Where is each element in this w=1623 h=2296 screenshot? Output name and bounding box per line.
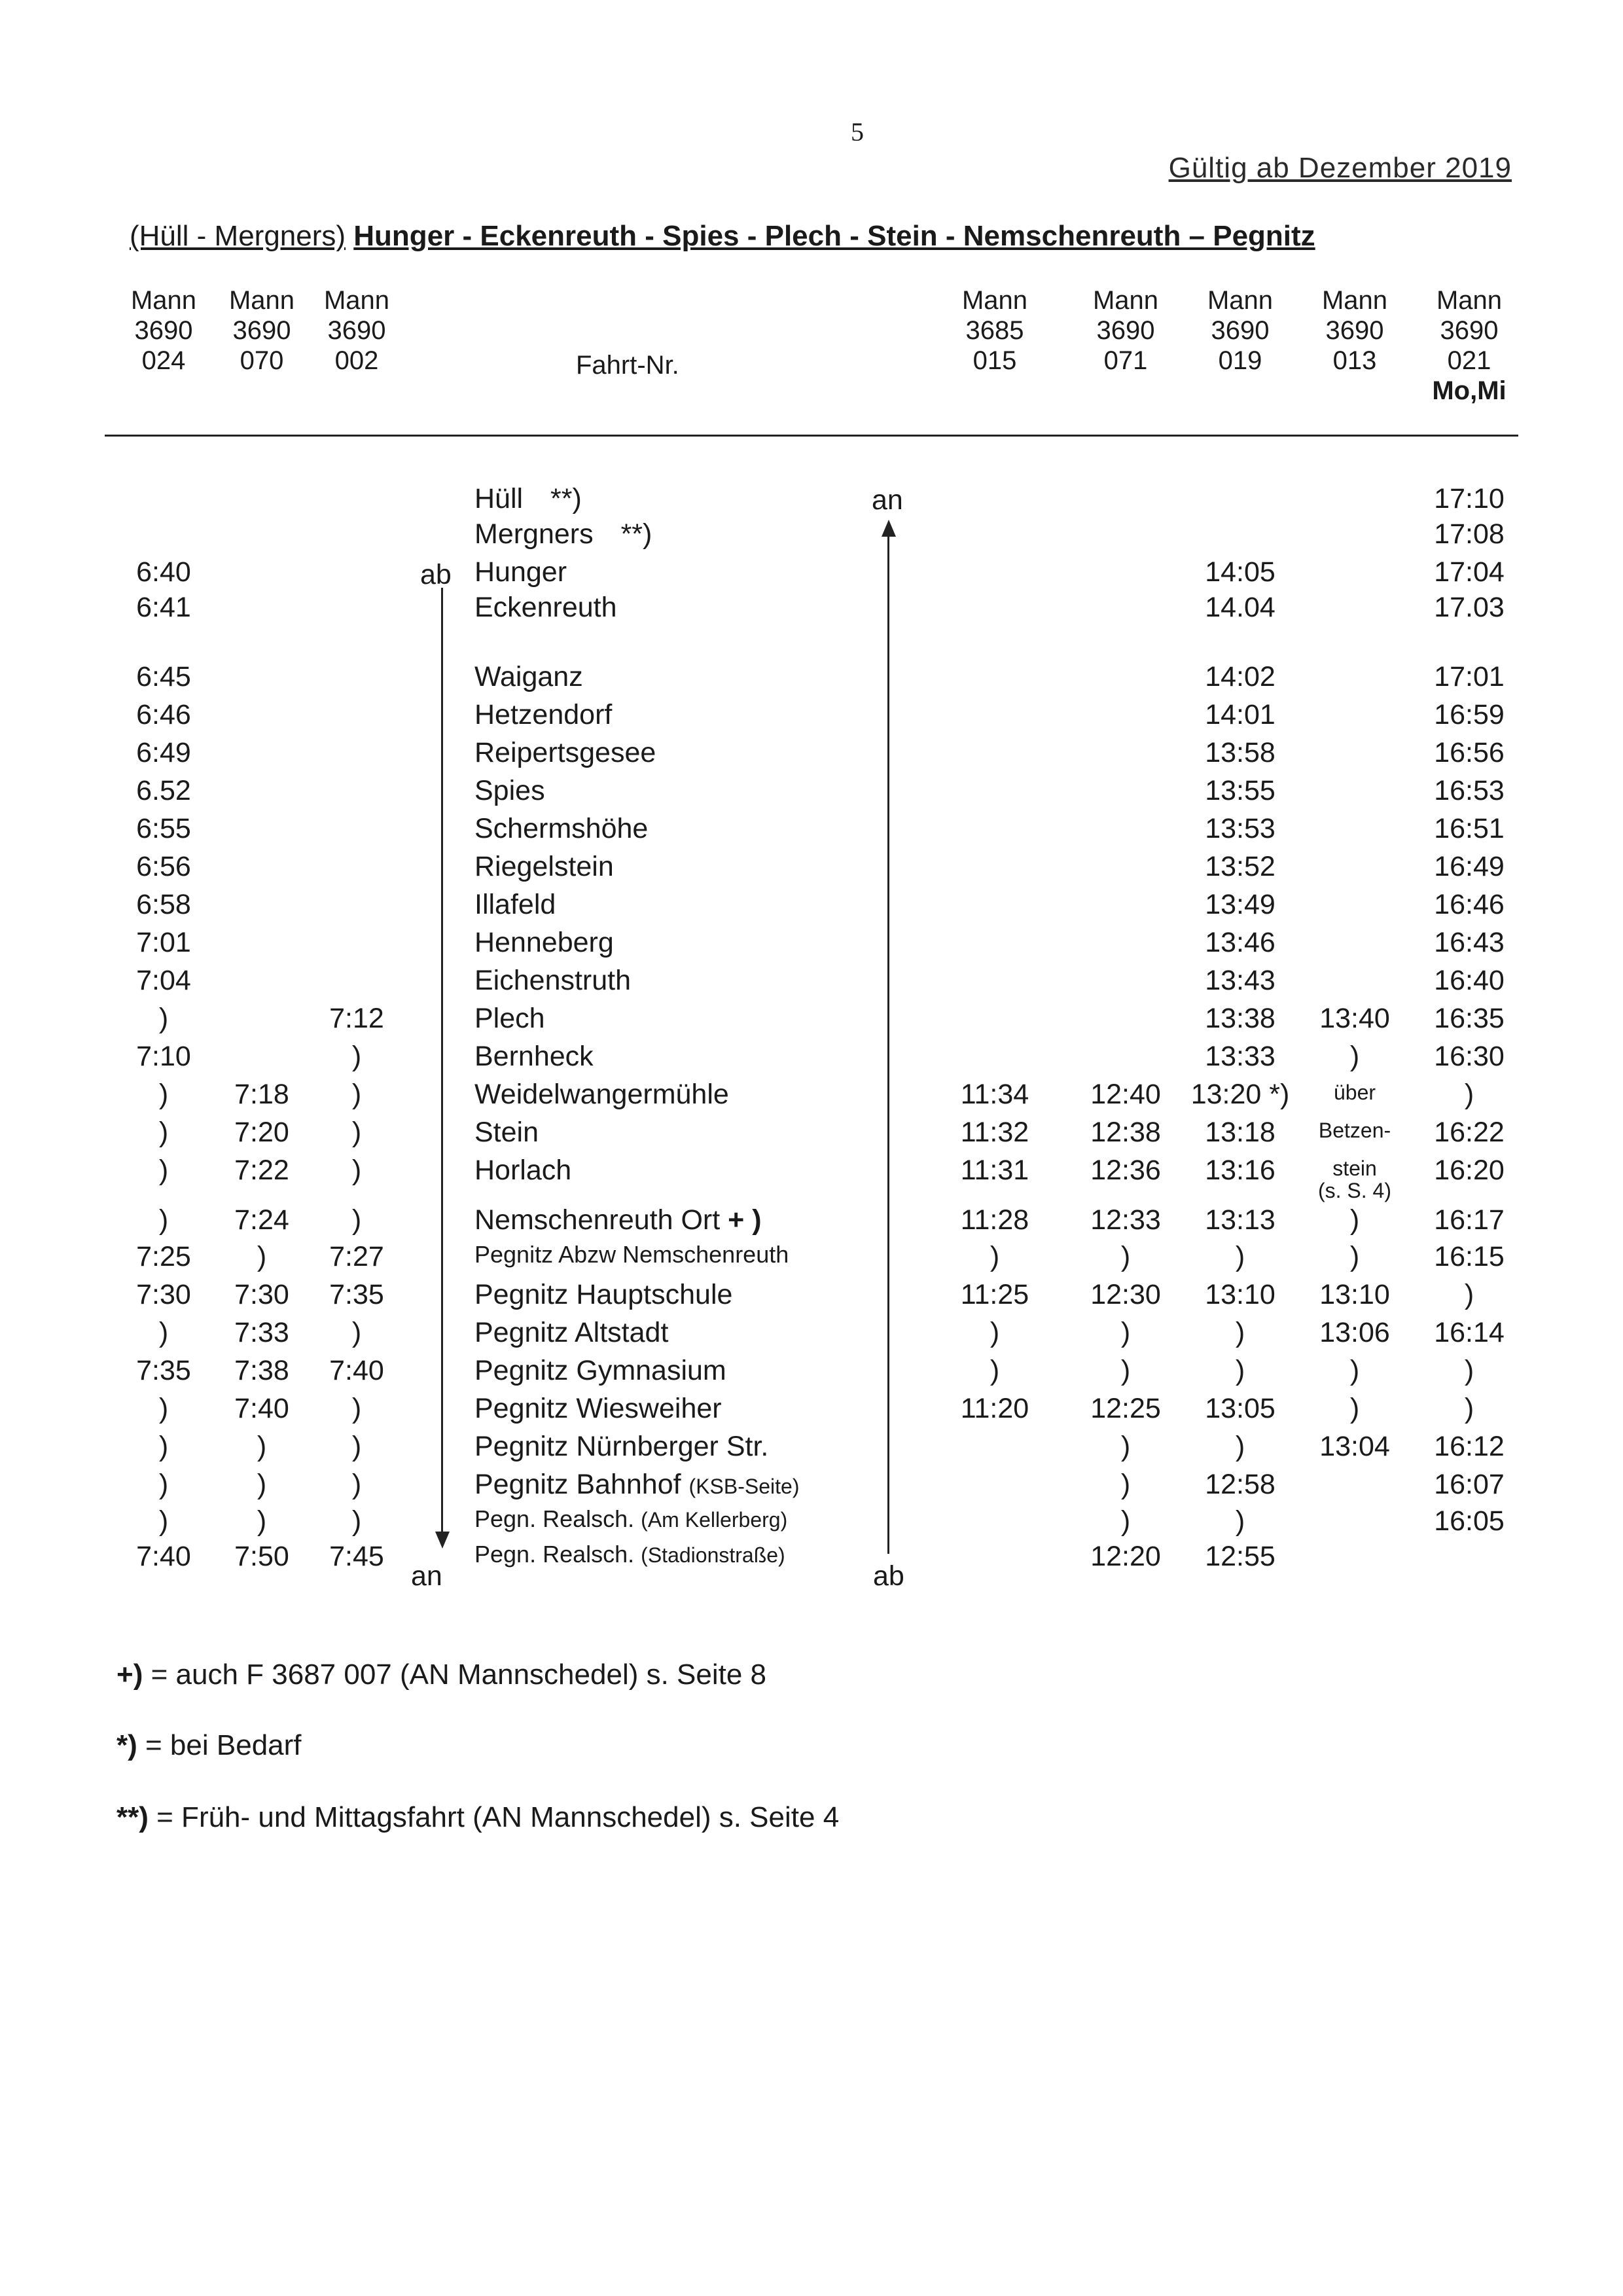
time-cell: 6:40 (136, 556, 191, 588)
time-cell: 12:55 (1205, 1541, 1275, 1572)
marker-an-bottom: an (411, 1560, 442, 1592)
time-cell: ) (1120, 1431, 1131, 1462)
time-cell: stein (1332, 1157, 1377, 1180)
stop-name: Schermshöhe (474, 813, 649, 844)
stop-name-row (474, 1155, 571, 1187)
time-cell: ) (1120, 1355, 1131, 1386)
stop-name: Illafeld (474, 889, 556, 920)
column-line: 3690 (232, 316, 291, 345)
time-cell: 6:46 (136, 699, 191, 730)
column-company: Mann (1207, 286, 1274, 315)
stop-name: Spies (474, 775, 545, 806)
column-line: 3690 (1096, 316, 1155, 345)
stop-name: Pegnitz Abzw Nemschenreuth (474, 1241, 789, 1268)
valid-from: Gültig ab Dezember 2019 (1168, 152, 1512, 184)
time-cell: 13:52 (1205, 851, 1275, 882)
footnote (116, 1729, 302, 1762)
stop-note: + ) (728, 1204, 762, 1236)
time-cell: 12:25 (1090, 1393, 1161, 1424)
stop-note: **) (620, 518, 652, 550)
time-cell: ) (158, 1505, 169, 1537)
stop-name-row (474, 483, 582, 515)
time-cell: ) (1349, 1041, 1360, 1072)
time-cell: ) (351, 1041, 362, 1072)
stop-name: Pegnitz Gymnasium (474, 1355, 726, 1386)
stop-name-row (474, 1541, 785, 1568)
time-cell: 7:33 (234, 1317, 289, 1348)
stop-name-row (474, 1204, 762, 1236)
time-cell: 13:40 (1319, 1003, 1390, 1034)
time-cell: 11:20 (960, 1393, 1029, 1424)
time-cell: 12:20 (1090, 1541, 1161, 1572)
column-company: Mann (1436, 286, 1503, 315)
stop-name: Mergners (474, 518, 594, 550)
time-cell: 16:15 (1434, 1241, 1505, 1272)
time-cell: ) (158, 1204, 169, 1236)
time-cell: 12:36 (1090, 1155, 1161, 1186)
column-trip: 013 (1332, 346, 1377, 375)
upward-line (887, 535, 889, 1554)
column-header (1070, 285, 1181, 376)
time-cell: ) (1464, 1355, 1474, 1386)
time-cell: ) (1120, 1505, 1131, 1537)
stop-name: Horlach (474, 1155, 572, 1186)
column-trip: 021 (1447, 346, 1491, 375)
marker-an-top: an (872, 484, 903, 516)
stop-name-row (474, 1393, 722, 1425)
time-cell: ) (257, 1431, 267, 1462)
time-cell: 7:40 (234, 1393, 289, 1424)
column-trip: 070 (240, 346, 284, 375)
time-cell: 6:55 (136, 813, 191, 844)
stop-name: Nemschenreuth Ort (474, 1204, 721, 1236)
time-cell: ) (158, 1317, 169, 1348)
time-cell: ) (351, 1117, 362, 1148)
arrow-down-icon (435, 1532, 450, 1549)
time-cell: 7:30 (234, 1279, 289, 1310)
column-company: Mann (130, 286, 197, 315)
time-cell: ) (158, 1003, 169, 1034)
time-cell: 13:55 (1205, 775, 1275, 806)
column-trip: 071 (1103, 346, 1148, 375)
time-cell: 16:51 (1434, 813, 1505, 844)
arrow-up-icon (882, 520, 896, 537)
time-cell: ) (158, 1469, 169, 1500)
marker-ab-bottom: ab (873, 1560, 904, 1592)
time-cell: ) (1464, 1079, 1474, 1110)
time-cell: ) (158, 1393, 169, 1424)
stop-name-row (474, 889, 556, 921)
time-cell: ) (990, 1355, 1000, 1386)
stop-name-row (474, 1079, 729, 1111)
time-cell: ) (1235, 1431, 1245, 1462)
column-company: Mann (961, 286, 1028, 315)
column-trip: 024 (141, 346, 186, 375)
time-cell: ) (257, 1469, 267, 1500)
time-cell: 13:38 (1205, 1003, 1275, 1034)
time-cell: 13:04 (1319, 1431, 1390, 1462)
stop-name-row (474, 1117, 539, 1149)
page-number: 5 (851, 117, 864, 147)
stop-name-row (474, 927, 614, 959)
time-cell: 7:04 (136, 965, 191, 996)
stop-name: Pegn. Realsch. (474, 1505, 635, 1532)
time-cell: 16:43 (1434, 927, 1505, 958)
time-cell: 13:13 (1205, 1204, 1275, 1236)
time-cell: 12:58 (1205, 1469, 1275, 1500)
time-cell: 7:20 (234, 1117, 289, 1148)
column-company: Mann (323, 286, 390, 315)
column-line: 3685 (965, 316, 1024, 345)
time-cell: 13:49 (1205, 889, 1275, 920)
stop-name-row (474, 661, 583, 693)
time-cell: 16:20 (1434, 1155, 1505, 1186)
stop-name: Pegnitz Altstadt (474, 1317, 669, 1348)
stop-name-row (474, 851, 614, 883)
stop-name-row (474, 1003, 545, 1035)
time-cell: 6:49 (136, 737, 191, 768)
time-cell: 6.52 (136, 775, 191, 806)
column-header (939, 285, 1050, 376)
route-title-main: Hunger - Eckenreuth - Spies - Plech - Stein - Nemschenreuth – Pegnitz (353, 220, 1315, 252)
column-header (301, 285, 412, 376)
time-cell: 7:35 (329, 1279, 384, 1310)
stop-name-row (474, 1505, 787, 1533)
time-cell: 13:33 (1205, 1041, 1275, 1072)
column-line: 3690 (327, 316, 386, 345)
time-cell: 11:34 (960, 1079, 1029, 1110)
time-cell: ) (1464, 1393, 1474, 1424)
fahrt-label: Fahrt-Nr. (576, 351, 679, 380)
time-cell: 16:49 (1434, 851, 1505, 882)
time-cell: 7:38 (234, 1355, 289, 1386)
time-cell: 16:07 (1434, 1469, 1505, 1500)
column-company: Mann (228, 286, 295, 315)
time-cell: 13:58 (1205, 737, 1275, 768)
column-trip: 015 (972, 346, 1017, 375)
stop-name-row (474, 1279, 732, 1311)
stop-name: Plech (474, 1003, 545, 1034)
stop-name-row (474, 556, 567, 588)
column-company: Mann (1321, 286, 1388, 315)
stop-name: Waiganz (474, 661, 583, 692)
time-cell-note: (s. S. 4) (1317, 1179, 1391, 1202)
stop-name-row (474, 1317, 668, 1349)
time-cell: ) (158, 1155, 169, 1186)
stop-name-row (474, 813, 648, 845)
stop-name: Eckenreuth (474, 592, 617, 623)
downward-line (441, 588, 443, 1534)
time-cell: ) (1235, 1317, 1245, 1348)
time-cell: 13:43 (1205, 965, 1275, 996)
time-cell: ) (1235, 1355, 1245, 1386)
time-cell: ) (1235, 1241, 1245, 1272)
time-cell: 7:27 (329, 1241, 384, 1272)
time-cell: 12:30 (1090, 1279, 1161, 1310)
footnote (116, 1801, 839, 1834)
time-cell: 14:05 (1205, 556, 1275, 588)
time-cell: 13:18 (1205, 1117, 1275, 1148)
time-cell: ) (1120, 1469, 1131, 1500)
time-cell: ) (158, 1079, 169, 1110)
stop-name-row (474, 1355, 726, 1387)
time-cell: 7:10 (136, 1041, 191, 1072)
column-header (108, 285, 219, 376)
stop-name-row (474, 1241, 789, 1268)
stop-note: (Am Kellerberg) (641, 1508, 788, 1532)
stop-name-row (474, 1431, 768, 1463)
time-cell: 13:06 (1319, 1317, 1390, 1348)
time-cell: 17.03 (1434, 592, 1505, 623)
stop-name: Reipertsgesee (474, 737, 656, 768)
column-header (1414, 285, 1525, 406)
time-cell: 14:02 (1205, 661, 1275, 692)
stop-name-row (474, 1469, 799, 1501)
stop-note: **) (550, 483, 582, 514)
footnote-text: = auch F 3687 007 (AN Mannschedel) s. Seite 8 (151, 1659, 767, 1691)
stop-note: (Stadionstraße) (641, 1543, 785, 1567)
time-cell: 7:01 (136, 927, 191, 958)
stop-name-row (474, 518, 652, 550)
footnote (116, 1659, 766, 1691)
time-cell: über (1333, 1081, 1376, 1104)
time-cell: 13:53 (1205, 813, 1275, 844)
footnote-symbol: *) (116, 1729, 137, 1761)
stop-name: Hetzendorf (474, 699, 613, 730)
time-cell: ) (990, 1317, 1000, 1348)
stop-name: Pegnitz Wiesweiher (474, 1393, 722, 1424)
stop-name: Pegn. Realsch. (474, 1541, 635, 1568)
stop-name: Weidelwangermühle (474, 1079, 729, 1110)
stop-name-row (474, 737, 656, 769)
stop-note: (KSB-Seite) (688, 1475, 800, 1498)
time-cell: ) (1235, 1505, 1245, 1537)
time-cell: ) (257, 1241, 267, 1272)
time-cell: 7:50 (234, 1541, 289, 1572)
marker-ab-hunger: ab (420, 559, 452, 590)
stop-name-row (474, 699, 612, 731)
time-cell: 14.04 (1205, 592, 1275, 623)
time-cell: 17:08 (1434, 518, 1505, 550)
time-cell: 16:46 (1434, 889, 1505, 920)
stop-name: Riegelstein (474, 851, 614, 882)
footnote-text: = Früh- und Mittagsfahrt (AN Mannschedel) s. Seite 4 (156, 1801, 840, 1833)
time-cell: 7:22 (234, 1155, 289, 1186)
time-cell: 7:12 (329, 1003, 384, 1034)
time-cell: 16:35 (1434, 1003, 1505, 1034)
time-cell: 7:40 (136, 1541, 191, 1572)
time-cell: ) (158, 1431, 169, 1462)
time-cell: ) (351, 1204, 362, 1236)
time-cell: Betzen- (1318, 1119, 1391, 1142)
time-cell: ) (351, 1505, 362, 1537)
column-line: 3690 (1211, 316, 1270, 345)
time-cell: ) (257, 1505, 267, 1537)
stop-name-row (474, 1041, 594, 1073)
footnote-symbol: **) (116, 1801, 149, 1833)
time-cell: 16:53 (1434, 775, 1505, 806)
time-cell: 16:05 (1434, 1505, 1505, 1537)
footnote-symbol: +) (116, 1659, 143, 1691)
time-cell: 17:04 (1434, 556, 1505, 588)
time-cell: 7:40 (329, 1355, 384, 1386)
time-cell: ) (351, 1079, 362, 1110)
time-cell: 6:58 (136, 889, 191, 920)
time-cell: 12:33 (1090, 1204, 1161, 1236)
stop-name-row (474, 965, 631, 997)
time-cell: ) (1120, 1241, 1131, 1272)
time-cell: ) (1349, 1204, 1360, 1236)
stop-name: Pegnitz Nürnberger Str. (474, 1431, 769, 1462)
route-title (130, 220, 1315, 253)
footnote-text: = bei Bedarf (145, 1729, 302, 1761)
time-cell: 16:17 (1434, 1204, 1505, 1236)
column-header (1185, 285, 1296, 376)
time-cell: ) (1349, 1355, 1360, 1386)
column-line: 3690 (1440, 316, 1499, 345)
time-cell: 6:56 (136, 851, 191, 882)
time-cell: 6:41 (136, 592, 191, 623)
time-cell: 6:45 (136, 661, 191, 692)
time-cell: 14:01 (1205, 699, 1275, 730)
time-cell: 7:30 (136, 1279, 191, 1310)
time-cell: 16:22 (1434, 1117, 1505, 1148)
time-cell: 16:12 (1434, 1431, 1505, 1462)
stop-name: Hunger (474, 556, 567, 588)
time-cell: 11:31 (960, 1155, 1029, 1186)
time-cell: 17:01 (1434, 661, 1505, 692)
time-cell: ) (1349, 1241, 1360, 1272)
time-cell: 16:56 (1434, 737, 1505, 768)
time-cell: ) (1349, 1393, 1360, 1424)
time-cell: 13:10 (1319, 1279, 1390, 1310)
time-cell: 7:24 (234, 1204, 289, 1236)
time-cell: 11:32 (960, 1117, 1029, 1148)
time-cell: 13:46 (1205, 927, 1275, 958)
stop-name: Bernheck (474, 1041, 594, 1072)
time-cell: ) (351, 1469, 362, 1500)
stop-name: Pegnitz Hauptschule (474, 1279, 733, 1310)
time-cell: 16:59 (1434, 699, 1505, 730)
time-cell: 12:38 (1090, 1117, 1161, 1148)
time-cell: ) (351, 1155, 362, 1186)
time-cell: 17:10 (1434, 483, 1505, 514)
time-cell: 7:25 (136, 1241, 191, 1272)
time-cell: 13:10 (1205, 1279, 1275, 1310)
time-cell: 7:18 (234, 1079, 289, 1110)
column-trip: 019 (1218, 346, 1262, 375)
time-cell: 16:40 (1434, 965, 1505, 996)
column-trip: 002 (334, 346, 379, 375)
stop-name: Stein (474, 1117, 539, 1148)
time-cell: ) (990, 1241, 1000, 1272)
column-line: 3690 (1325, 316, 1384, 345)
time-cell: 16:14 (1434, 1317, 1505, 1348)
time-cell: ) (1464, 1279, 1474, 1310)
column-days: Mo,Mi (1432, 376, 1507, 405)
column-header (1299, 285, 1410, 376)
route-title-prefix: (Hüll - Mergners) (130, 220, 346, 252)
time-cell: 11:25 (960, 1279, 1029, 1310)
time-cell: ) (351, 1431, 362, 1462)
time-cell: 11:28 (960, 1204, 1029, 1236)
time-cell: 16:30 (1434, 1041, 1505, 1072)
time-cell: ) (351, 1393, 362, 1424)
time-cell: ) (351, 1317, 362, 1348)
stop-name: Eichenstruth (474, 965, 632, 996)
stop-name: Hüll (474, 483, 524, 514)
stop-name-row (474, 592, 617, 624)
time-cell: 7:35 (136, 1355, 191, 1386)
stop-name: Pegnitz Bahnhof (474, 1469, 681, 1500)
column-company: Mann (1092, 286, 1159, 315)
stop-name-row (474, 775, 545, 807)
time-cell: 7:45 (329, 1541, 384, 1572)
time-cell: ) (158, 1117, 169, 1148)
time-cell: 13:16 (1205, 1155, 1275, 1186)
time-cell: 13:05 (1205, 1393, 1275, 1424)
column-line: 3690 (134, 316, 193, 345)
time-cell: ) (1120, 1317, 1131, 1348)
time-cell: 12:40 (1090, 1079, 1161, 1110)
header-rule (105, 435, 1518, 437)
time-cell: 13:20 *) (1190, 1079, 1290, 1110)
stop-name: Henneberg (474, 927, 614, 958)
